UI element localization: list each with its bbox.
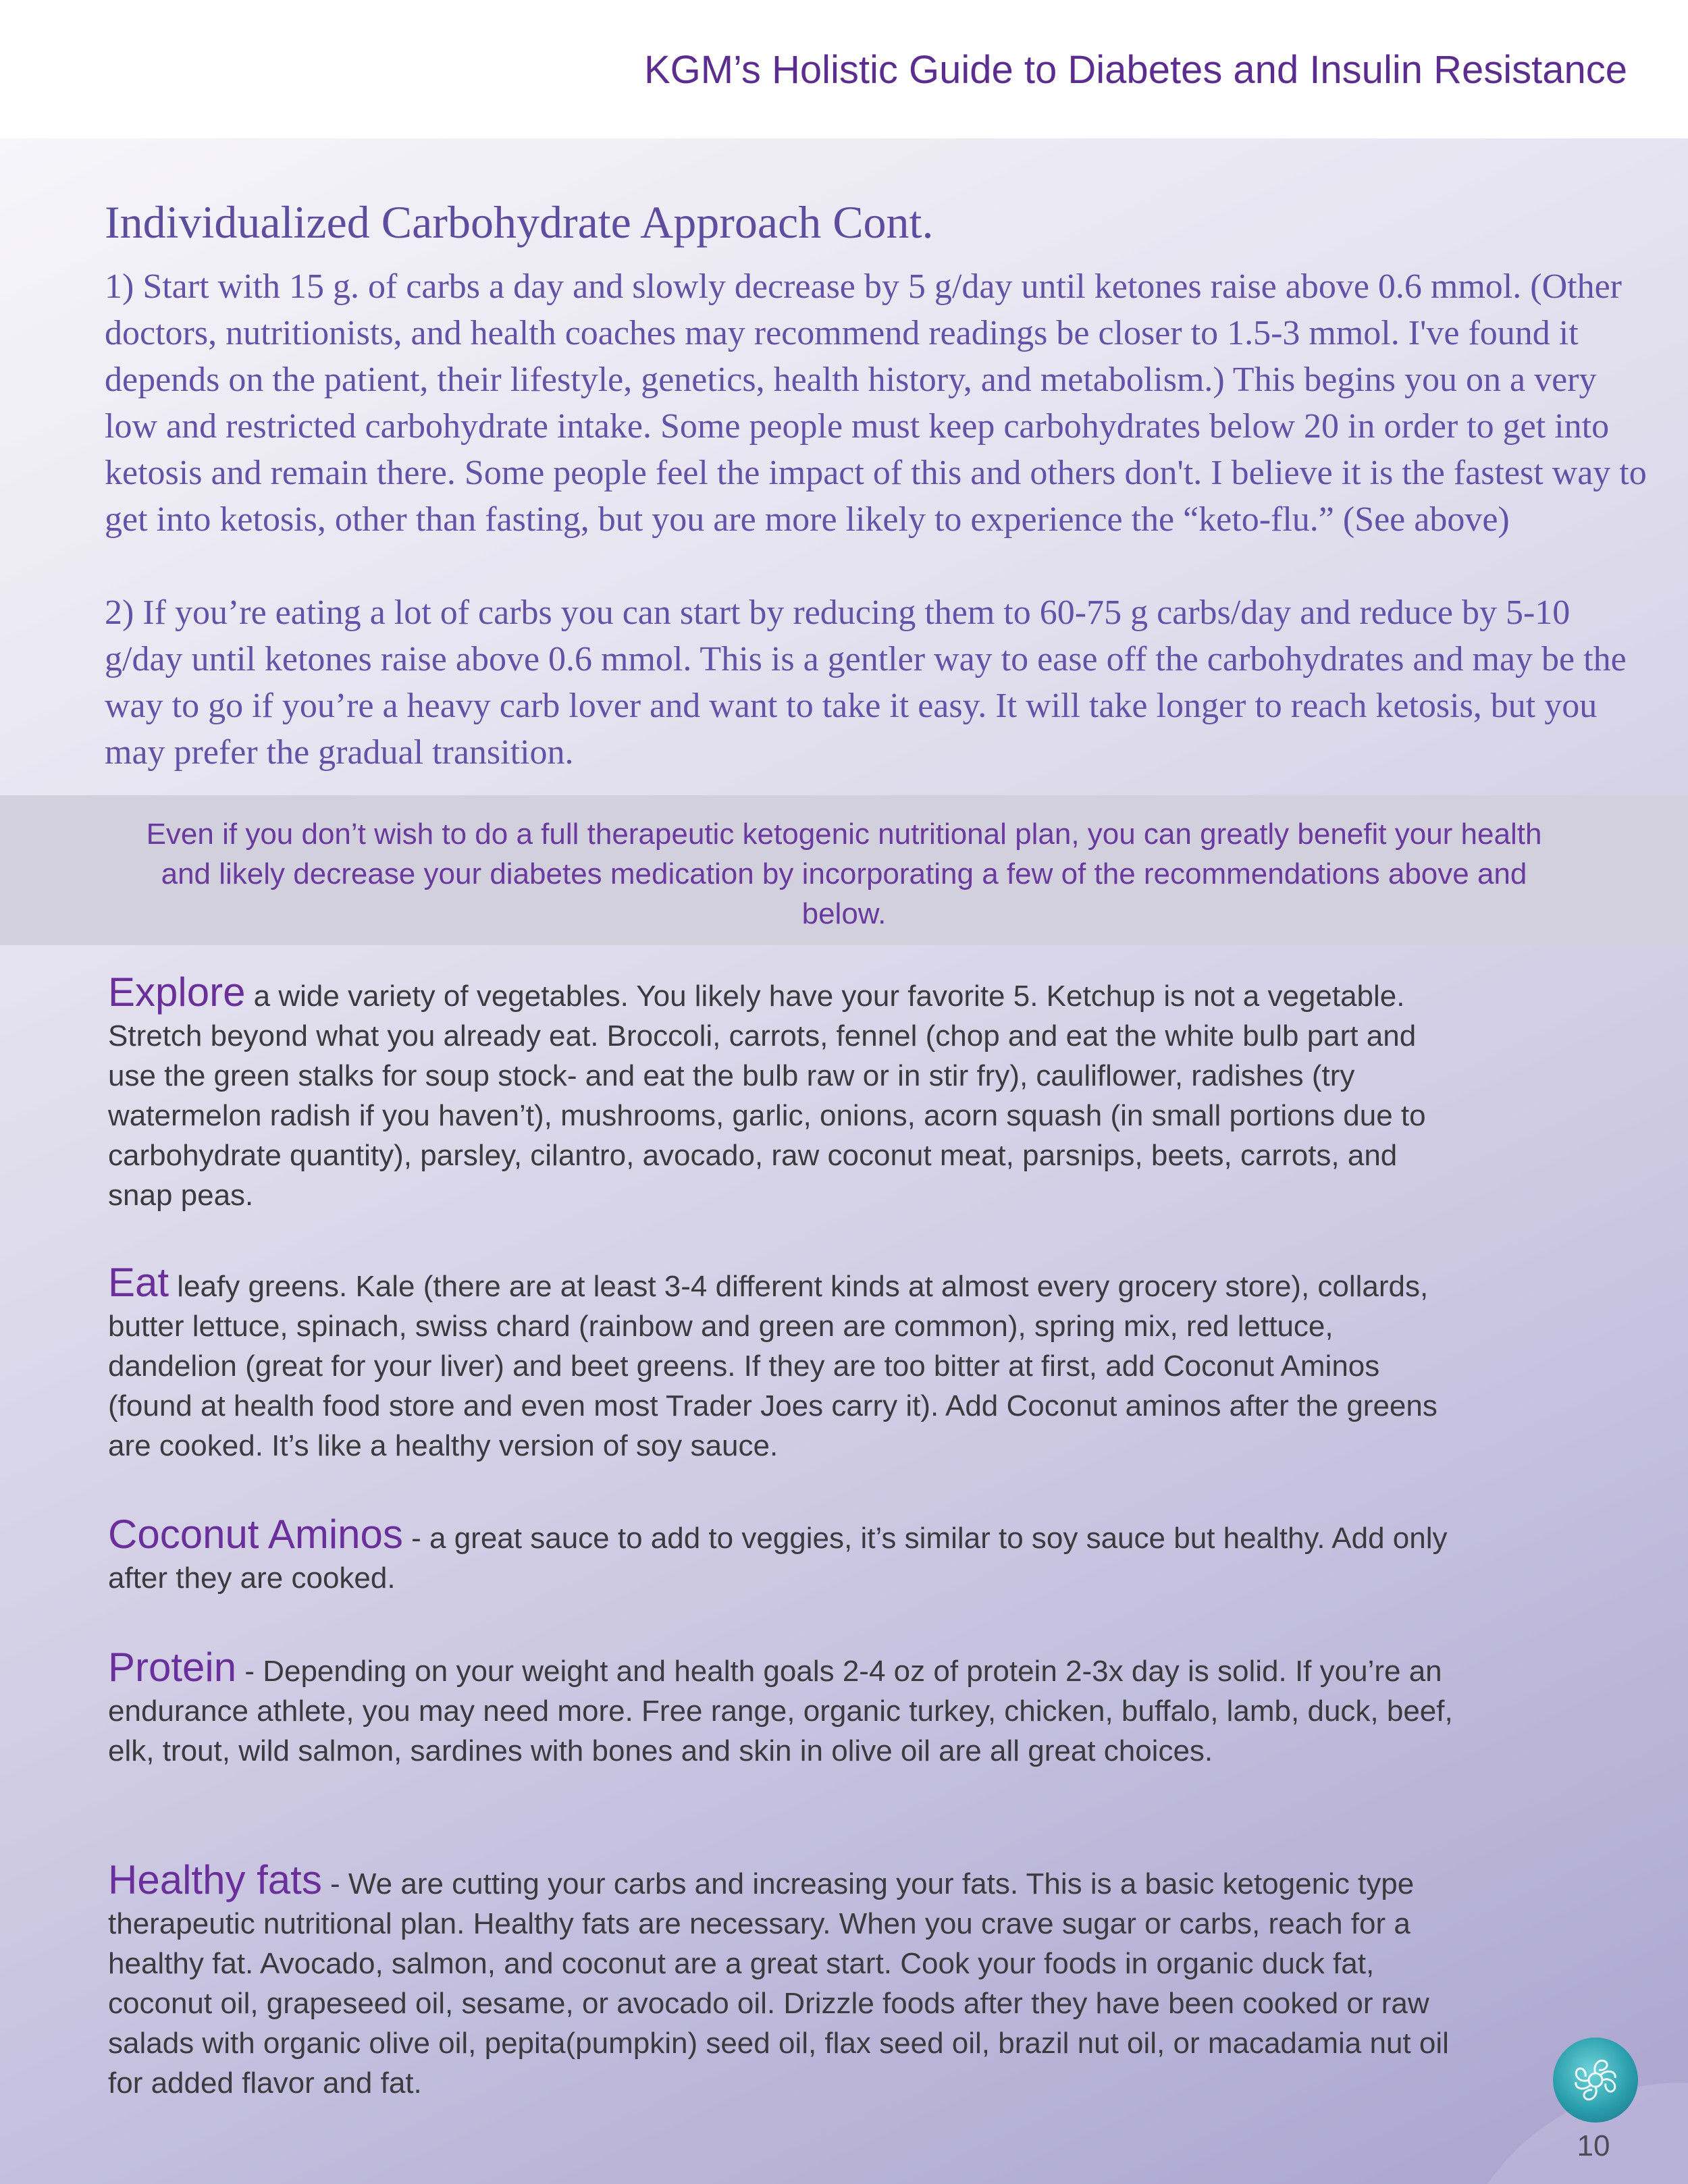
tip-keyword: Eat [108,1260,169,1305]
callout-box [0,795,1688,945]
tip-keyword: Coconut Aminos [108,1512,403,1557]
section-heading: Individualized Carbohydrate Approach Cont. [105,196,934,248]
tip-eat [108,1262,1458,1466]
tip-text: a wide variety of vegetables. You likely have your favorite 5. Ketchup is not a vegetable. Stretch beyond what you already eat. Broccoli, carrots, fennel (chop and eat the white bulb part and use the green stalks for soup stock- and eat the bulb raw or in stir fry), cauliflower, radishes (try watermelon radish if you haven’t), mushrooms, garlic, onions, acorn squash (in small portions due to carbohydrate quantity), parsley, cilantro, avocado, raw coconut meat, parsnips, beets, carrots, and snap peas. [108,980,1426,1212]
callout-text: Even if you don’t wish to do a full therapeutic ketogenic nutritional plan, you can greatly benefit your health and likely decrease your diabetes medication by incorporating a few of the recommendations above and below. [146,818,1542,930]
mandala-logo-icon [1553,2037,1638,2123]
carb-approach-paragraph-2: 2) If you’re eating a lot of carbs you can start by reducing them to 60-75 g carbs/day and reduce by 5-10 g/day until ketones raise above 0.6 mmol. This is a gentler way to ease off the carbohydrates and may be the way to go if you’re a heavy carb lover and want to take it easy. It will take longer to reach ketosis, but you may prefer the gradual transition. [105,593,1627,772]
carb-approach-paragraph-1: 1) Start with 15 g. of carbs a day and slowly decrease by 5 g/day until ketones raise above 0.6 mmol. (Other doctors, nutritionists, and health coaches may recommend readings be closer to 1.5-3 mmol. I've found it depends on the patient, their lifestyle, genetics, health history, and metabolism.) This begins you on a very low and restricted carbohydrate intake. Some people must keep carbohydrates below 20 in order to get into ketosis and remain there. Some people feel the impact of this and others don't. I believe it is the fastest way to get into ketosis, other than fasting, but you are more likely to experience the “keto-flu.” (See above) [105,267,1647,539]
tip-keyword: Protein [108,1645,237,1690]
tip-text: - We are cutting your carbs and increasing your fats. This is a basic ketogenic type therapeutic nutritional plan. Healthy fats are necessary. When you crave sugar or carbs, reach for a healthy fat. Avocado, salmon, and coconut are a great start. Cook your foods in organic duck fat, coconut oil, grapeseed oil, sesame, or avocado oil. Drizzle foods after they have been cooked or raw salads with organic olive oil, pepita(pumpkin) seed oil, flax seed oil, brazil nut oil, or macadamia nut oil for added flavor and fat. [108,1867,1449,2100]
tip-protein [108,1647,1458,1771]
tip-text: - a great sauce to add to veggies, it’s similar to soy sauce but healthy. Add only after they are cooked. [108,1522,1448,1595]
document-title: KGM’s Holistic Guide to Diabetes and Insulin Resistance [643,48,1627,92]
tip-keyword: Explore [108,969,246,1015]
tip-healthy-fats [108,1857,1458,2103]
tip-keyword: Healthy fats [108,1857,322,1902]
tip-text: - Depending on your weight and health goals 2-4 oz of protein 2-3x day is solid. If you’re an endurance athlete, you may need more. Free range, organic turkey, chicken, buffalo, lamb, duck, beef, elk, trout, wild salmon, sardines with bones and skin in olive oil are all great choices. [108,1655,1453,1767]
tip-coconut-aminos [108,1514,1458,1598]
tip-text: leafy greens. Kale (there are at least 3-4 different kinds at almost every grocery store), collards, butter lettuce, spinach, swiss chard (rainbow and green are common), spring mix, red lettuce, dandelion (great for your liver) and beet greens. If they are too bitter at first, add Coconut Aminos (found at health food store and even most Trader Joes carry it). Add Coconut aminos after the greens are cooked. It’s like a healthy version of soy sauce. [108,1270,1438,1462]
tip-explore [108,969,1458,1215]
page-number: 10 [1577,2129,1610,2162]
